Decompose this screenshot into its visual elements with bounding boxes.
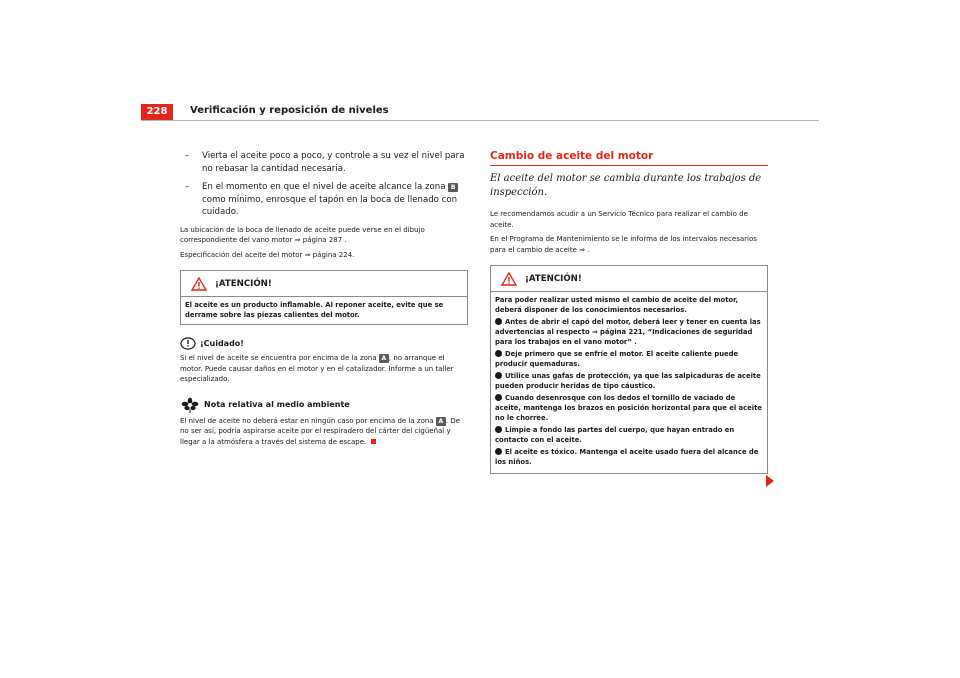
bullet-icon	[495, 448, 502, 455]
warning-title: ¡ATENCIÓN!	[215, 278, 272, 289]
environment-header	[180, 397, 468, 413]
right-column	[490, 150, 768, 474]
oil-change-warning-box	[490, 265, 768, 474]
next-page-arrow-icon[interactable]	[766, 475, 774, 487]
bullet-icon	[495, 426, 502, 433]
warning-box	[180, 270, 468, 325]
bullet-icon	[495, 318, 502, 325]
note-oil-spec: Especificación del aceite del motor ⇒ página 224.	[180, 250, 355, 259]
page-header-title: Verificación y reposición de niveles	[190, 105, 389, 116]
section-divider	[490, 165, 768, 166]
bullet-icon	[495, 350, 502, 357]
caution-text: Si el nivel de aceite se encuentra por encima de la zona A , no arranque el motor. Puede causar daños en el motor y en el catalizador. Informe a un taller especializado.	[180, 354, 454, 383]
list-item: El aceite es tóxico. Mantenga el aceite usado fuera del alcance de los niños.	[495, 448, 759, 466]
step-2-text-b: como mínimo, enrosque el tapón en la boca de llenado con cuidado.	[202, 194, 458, 217]
zone-a-ref-2: A	[436, 417, 446, 426]
bullet-icon	[495, 372, 502, 379]
list-item: Cuando desenrosque con los dedos el tornillo de vaciado de aceite, mantenga los brazos en posición horizontal para que el aceite no le chorree.	[495, 394, 762, 422]
flower-icon	[180, 397, 200, 413]
note-filler-location: La ubicación de la boca de llenado de aceite puede verse en el dibujo correspondiente del vano motor ⇒ página 287 .	[180, 225, 425, 244]
section-intro: El aceite del motor se cambia durante los trabajos de inspección.	[490, 173, 762, 198]
oil-change-warning-body	[491, 291, 767, 473]
caution-header	[180, 337, 468, 350]
caution-title: ¡Cuidado!	[200, 339, 244, 348]
paragraph-service: Le recomendamos acudir a un Servicio Técnico para realizar el cambio de aceite.	[490, 210, 748, 229]
step-1-text: Vierta el aceite poco a poco, y controle a su vez el nivel para no rebasar la cantidad necesaria.	[202, 151, 465, 174]
environment-title: Nota relativa al medio ambiente	[204, 400, 350, 409]
bullet-icon	[495, 394, 502, 401]
warning-triangle-icon	[501, 272, 517, 286]
step-1: – Vierta el aceite poco a poco, y controle a su vez el nivel para no rebasar la cantidad necesaria.	[185, 151, 465, 174]
zone-b-ref: B	[448, 183, 458, 192]
list-item: Deje primero que se enfríe el motor. El aceite caliente puede producir quemaduras.	[495, 350, 739, 368]
left-column	[180, 150, 468, 451]
zone-a-ref: A	[379, 354, 389, 363]
warning-intro: Para poder realizar usted mismo el cambio de aceite del motor, deberá disponer de los conocimientos necesarios.	[495, 296, 739, 314]
list-item: Antes de abrir el capó del motor, deberá leer y tener en cuenta las advertencias al respecto ⇒ página 221, “Indicaciones de seguridad para los trabajos en el vano motor” .	[495, 318, 761, 346]
oil-change-warning-header	[491, 266, 767, 291]
warning-body: El aceite es un producto inflamable. Al reponer aceite, evite que se derrame sobre las piezas calientes del motor.	[181, 296, 467, 324]
list-item: Utilice unas gafas de protección, ya que las salpicaduras de aceite pueden producir heridas de tipo cáustico.	[495, 372, 761, 390]
section-title: Cambio de aceite del motor	[490, 150, 654, 162]
environment-text: El nivel de aceite no deberá estar en ningún caso por encima de la zona A . De no ser así, podría aspirarse aceite por el respiradero del cárter del cigüeñal y llegar a la atmósfera a través del sistema de escape.	[180, 416, 460, 446]
end-square-icon	[371, 439, 376, 444]
step-2: – En el momento en que el nivel de aceite alcance la zona B como mínimo, enrosque el tapón en la boca de llenado con cuidado.	[185, 182, 458, 217]
warning-triangle-icon	[191, 277, 207, 291]
warning-header	[181, 271, 467, 296]
exclamation-circle-icon	[180, 337, 196, 350]
step-2-text-a: En el momento en que el nivel de aceite alcance la zona	[202, 182, 446, 192]
page-number: 228	[141, 104, 173, 120]
oil-change-warning-title: ¡ATENCIÓN!	[525, 273, 582, 284]
paragraph-maintenance: En el Programa de Mantenimiento se le informa de los intervalos necesarios para el cambio de aceite ⇒ .	[490, 235, 757, 254]
header-divider	[141, 120, 819, 121]
list-item: Limpie a fondo las partes del cuerpo, que hayan entrado en contacto con el aceite.	[495, 426, 735, 444]
